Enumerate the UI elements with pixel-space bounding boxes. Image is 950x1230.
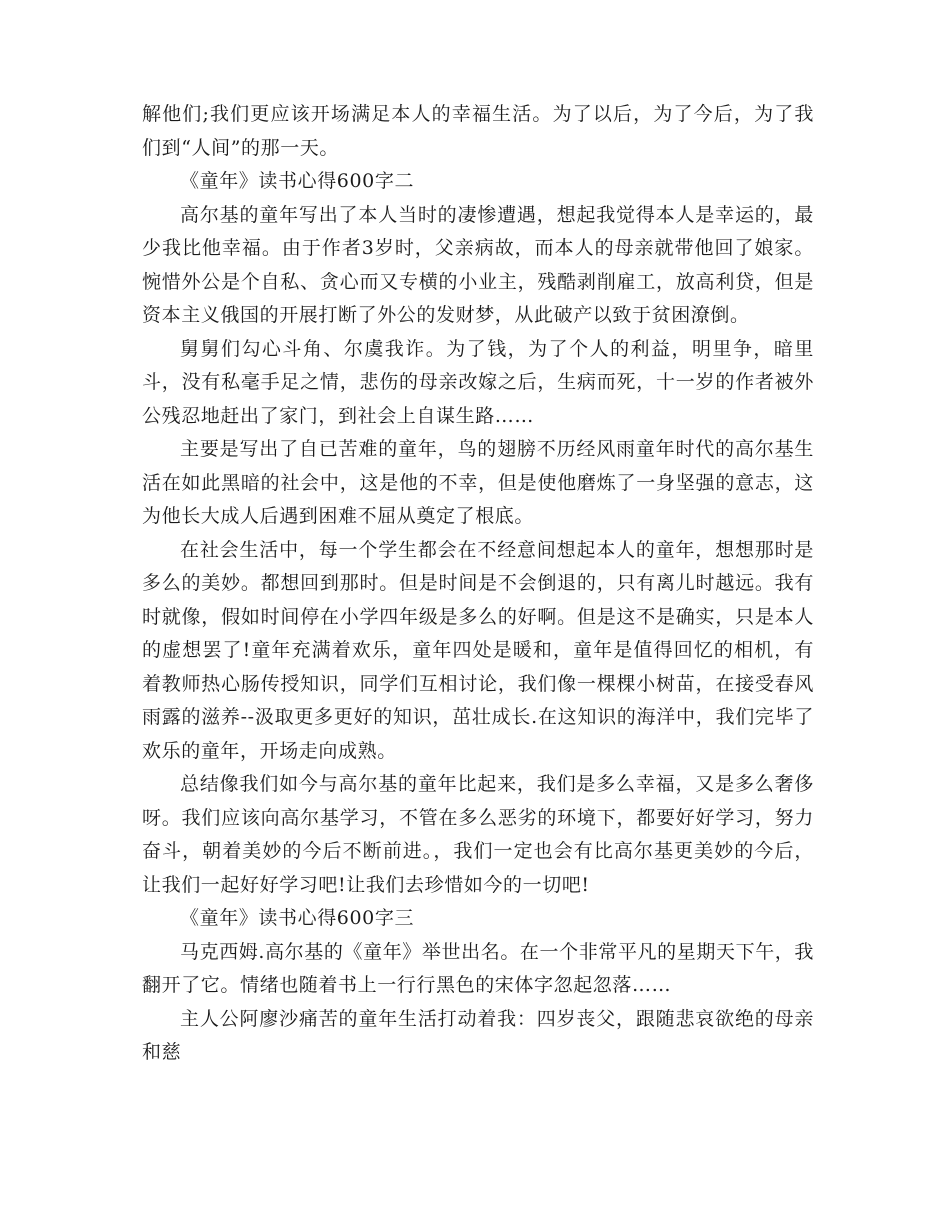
continuation-paragraph: 解他们;我们更应该开场满足本人的幸福生活。为了以后，为了今后，为了我们到“人间”的那一天。 — [142, 103, 814, 159]
body-paragraph: 主要是写出了自已苦难的童年，鸟的翅膀不历经风雨童年时代的高尔基生活在如此黑暗的社会中，这是他的不幸，但是使他磨炼了一身坚强的意志，这为他长大成人后遇到困难不屈从奠定了根底。 — [142, 438, 814, 527]
section-heading-3: 《童年》读书心得600字三 — [180, 907, 415, 929]
body-paragraph: 高尔基的童年写出了本人当时的凄惨遭遇，想起我觉得本人是幸运的，最少我比他幸福。由于作者3岁时，父亲病故，而本人的母亲就带他回了娘家。惋惜外公是个自私、贪心而又专横的小业主，残酷剥削雇工，放高利贷，但是资本主义俄国的开展打断了外公的发财梦，从此破产以致于贫困潦倒。 — [142, 203, 814, 326]
section-heading-2: 《童年》读书心得600字二 — [180, 170, 415, 192]
body-paragraph: 主人公阿廖沙痛苦的童年生活打动着我：四岁丧父，跟随悲哀欲绝的母亲和慈 — [142, 1007, 814, 1063]
body-paragraph: 马克西姆.高尔基的《童年》举世出名。在一个非常平凡的星期天下午，我翻开了它。情绪也随着书上一行行黑色的宋体字忽起忽落…… — [142, 940, 814, 996]
document-page — [142, 98, 814, 1070]
body-paragraph: 在社会生活中，每一个学生都会在不经意间想起本人的童年，想想那时是多么的美妙。都想回到那时。但是时间是不会倒退的，只有离儿时越远。我有时就像，假如时间停在小学四年级是多么的好啊。但是这不是确实，只是本人的虚想罢了!童年充满着欢乐，童年四处是暖和，童年是值得回忆的相机，有着教师热心肠传授知识，同学们互相讨论，我们像一棵棵小树苗，在接受春风雨露的滋养--汲取更多更好的知识，茁壮成长.在这知识的海洋中，我们完毕了欢乐的童年，开场走向成熟。 — [142, 538, 814, 762]
body-paragraph: 舅舅们勾心斗角、尔虞我诈。为了钱，为了个人的利益，明里争，暗里斗，没有私毫手足之情，悲伤的母亲改嫁之后，生病而死，十一岁的作者被外公残忍地赶出了家门，到社会上自谋生路…… — [142, 337, 814, 427]
body-paragraph: 总结像我们如今与高尔基的童年比起来，我们是多么幸福，又是多么奢侈呀。我们应该向高尔基学习，不管在多么恶劣的环境下，都要好好学习，努力奋斗，朝着美妙的今后不断前进。，我们一定也会有比高尔基更美妙的今后，让我们一起好好学习吧!让我们去珍惜如今的一切吧! — [142, 773, 814, 896]
